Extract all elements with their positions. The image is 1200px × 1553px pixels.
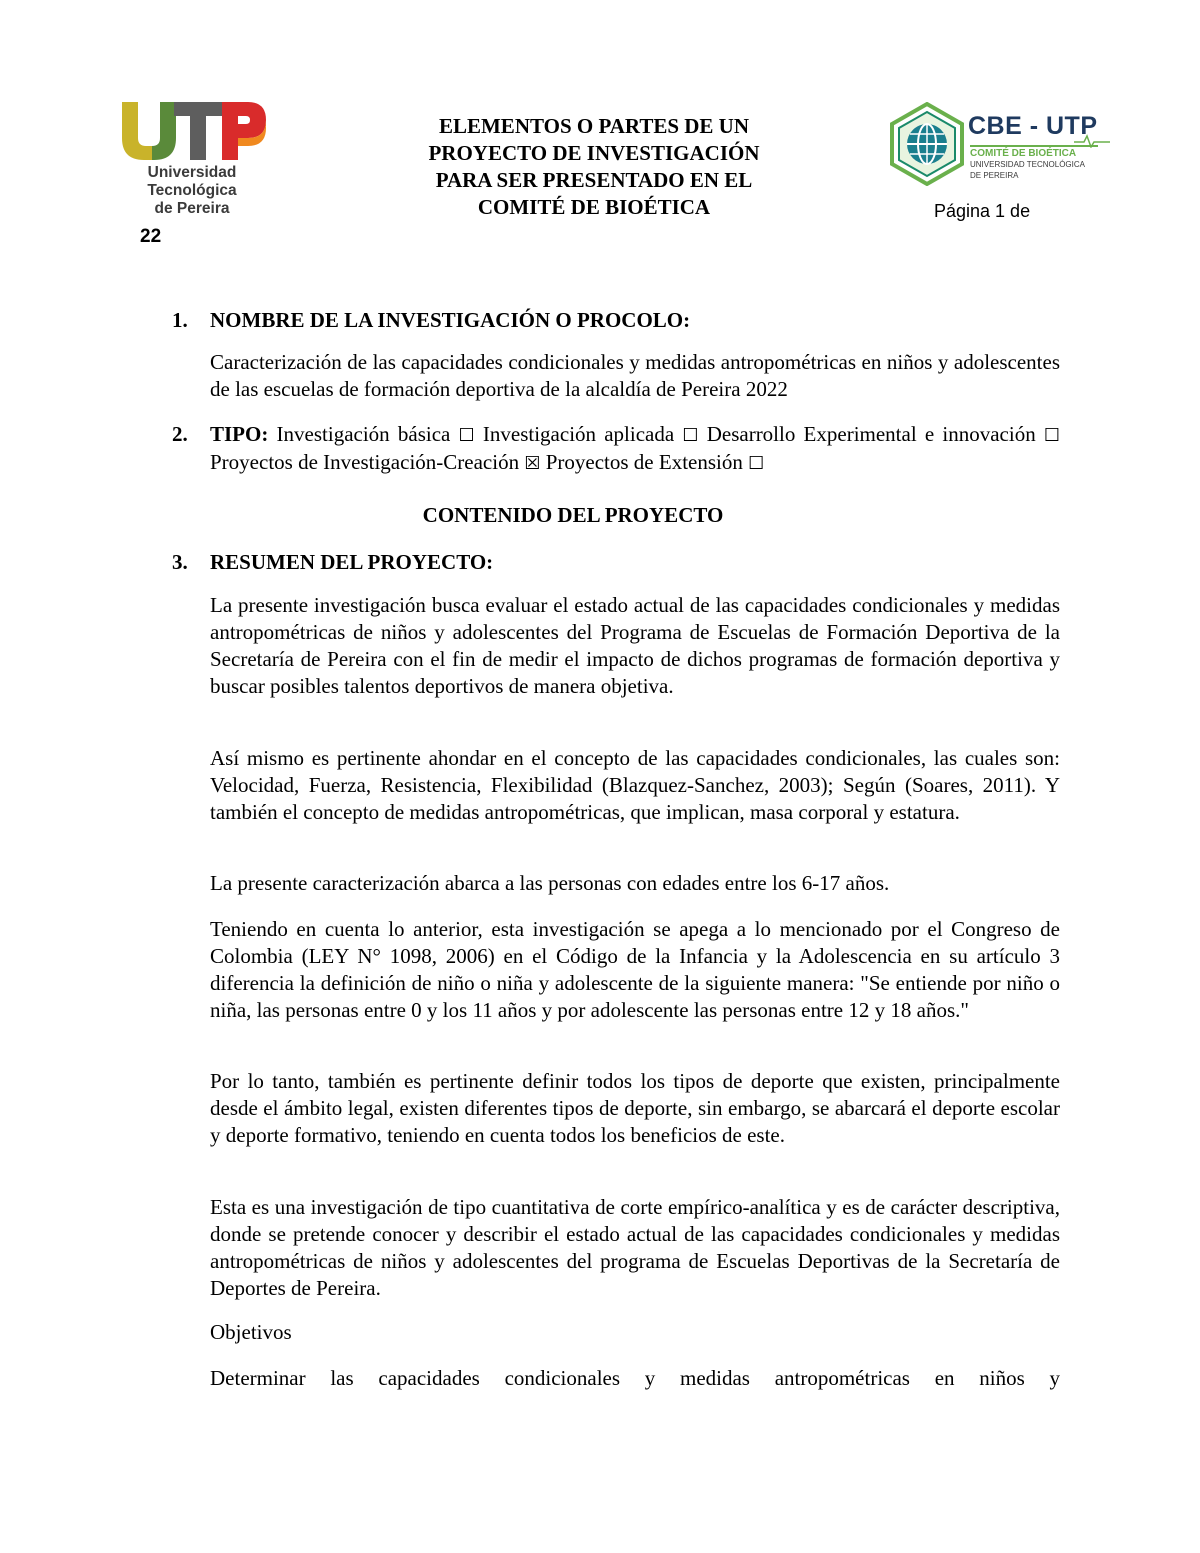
university-name-line1: Universidad Tecnológica [147,164,237,199]
cbe-subtitle: COMITÉ DE BIOÉTICA [970,148,1077,159]
content-title: CONTENIDO DEL PROYECTO [422,503,724,527]
title-line: ELEMENTOS O PARTES DE UN [438,114,750,138]
section-heading: NOMBRE DE LA INVESTIGACIÓN O PROCOLO: [210,308,691,332]
page-label: Página 1 de [934,201,1031,221]
type-option-label: Proyectos de Investigación-Creación [210,450,520,474]
objectives-text: Determinar las capacidades condicionales y medidas antropométricas en niños y [210,1366,1060,1390]
utp-logo-mark [118,98,266,162]
summary-paragraph: La presente caracterización abarca a las personas con edades entre los 6-17 años. [210,871,890,895]
type-option-label: Desarrollo Experimental e innovación [706,422,1036,446]
checkbox-icon[interactable]: ☐ [1043,425,1061,446]
university-name-line2: de Pereira [154,200,230,217]
cbe-divider [970,145,1098,147]
type-label: TIPO: [210,422,269,446]
checkbox-icon[interactable]: ☐ [748,453,765,474]
title-line: PROYECTO DE INVESTIGACIÓN [428,141,760,165]
summary-paragraph: La presente investigación busca evaluar el estado actual de las capacidades condicionales y medidas antropométricas de niños y adolescentes del Programa de Escuelas de Formación Deportiva de la Secretaría de Pereira con el fin de medir el impacto de dichos programas de formación deportiva y buscar posibles talentos deportivos de manera objetiva. [210,593,1060,698]
section-heading: RESUMEN DEL PROYECTO: [210,550,494,574]
type-option-label: Proyectos de Extensión [545,450,743,474]
title-line: COMITÉ DE BIOÉTICA [477,195,711,219]
summary-paragraph: Así mismo es pertinente ahondar en el concepto de las capacidades condicionales, las cuales son: Velocidad, Fuerza, Resistencia, Flexibilidad (Blazquez-Sanchez, 2003); Según (Soares, 2011). Y también el concepto de medidas antropométricas, que implican, masa corporal y estatura. [210,746,1060,824]
type-option-label: Investigación básica [276,422,451,446]
checkbox-icon[interactable]: ☐ [682,425,699,446]
type-option-label: Investigación aplicada [482,422,675,446]
objectives-label: Objetivos [210,1320,292,1344]
project-name-text: Caracterización de las capacidades condicionales y medidas antropométricas en niños y adolescentes de las escuelas de formación deportiva de la alcaldía de Pereira 2022 [210,350,1060,401]
section-number: 2. [172,422,188,446]
cbe-org-line2: DE PEREIRA [970,171,1019,180]
document-title [388,113,800,221]
summary-paragraph: Teniendo en cuenta lo anterior, esta investigación se apega a lo mencionado por el Congreso de Colombia (LEY N° 1098, 2006) en el Código de la Infancia y la Adolescencia en su artículo 3 diferencia la definición de niño o niña y adolescente de la siguiente manera: "Se entiende por niño o niña, las personas entre 0 y los 11 años y por adolescente las personas entre 12 y 18 años." [210,917,1060,1022]
section-number: 3. [172,550,188,574]
cbe-org-line1: UNIVERSIDAD TECNOLÓGICA [970,160,1085,169]
section-number: 1. [172,308,188,332]
cbe-globe-icon [888,102,966,186]
checked-checkbox-icon[interactable]: ☒ [524,453,541,474]
title-line: PARA SER PRESENTADO EN EL [435,168,753,192]
cbe-title: CBE - UTP [968,112,1098,140]
summary-paragraph: Esta es una investigación de tipo cuantitativa de corte empírico-analítica y es de carácter descriptiva, donde se pretende conocer y describir el estado actual de las capacidades condicionales y medidas antropométricas de niños y adolescentes del programa de Escuelas Deportivas de la Secretaría de Deportes de Pereira. [210,1195,1060,1300]
type-options [210,421,1060,477]
checkbox-icon[interactable]: ☐ [458,425,475,446]
cbe-utp-logo [888,102,1110,186]
page-number-continued: 22 [140,226,162,247]
summary-paragraph: Por lo tanto, también es pertinente definir todos los tipos de deporte que existen, principalmente desde el ámbito legal, existen diferentes tipos de deporte, sin embargo, se abarcará el deporte escolar y deporte formativo, teniendo en cuenta todos los beneficios de este. [210,1069,1060,1147]
utp-logo [112,98,272,217]
